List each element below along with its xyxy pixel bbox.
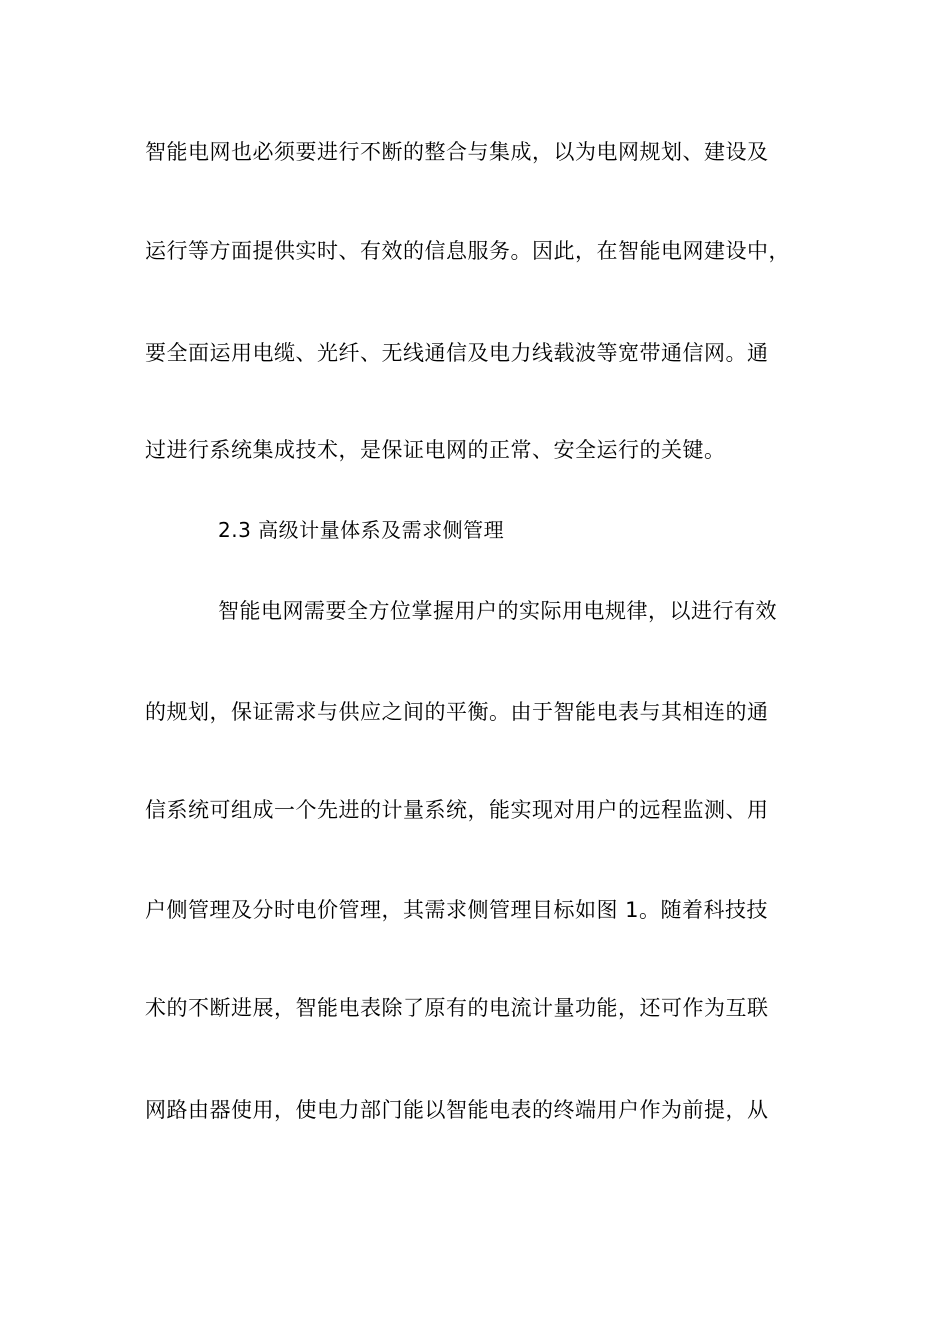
paragraph-line: 信系统可组成一个先进的计量系统，能实现对用户的远程监测、用 xyxy=(145,798,769,822)
paragraph-line: 网路由器使用，使电力部门能以智能电表的终端用户作为前提，从 xyxy=(145,1098,769,1122)
paragraph-line: 术的不断进展，智能电表除了原有的电流计量功能，还可作为互联 xyxy=(145,996,769,1020)
paragraph-line: 智能电网也必须要进行不断的整合与集成，以为电网规划、建设及 xyxy=(145,140,769,164)
paragraph-line: 要全面运用电缆、光纤、无线通信及电力线载波等宽带通信网。通 xyxy=(145,341,769,365)
paragraph-line: 智能电网需要全方位掌握用户的实际用电规律，以进行有效 xyxy=(218,599,777,623)
paragraph-line: 的规划，保证需求与供应之间的平衡。由于智能电表与其相连的通 xyxy=(145,700,769,724)
section-heading: 2.3 高级计量体系及需求侧管理 xyxy=(218,518,505,542)
paragraph-line: 运行等方面提供实时、有效的信息服务。因此，在智能电网建设中， xyxy=(145,239,790,263)
paragraph-line: 户侧管理及分时电价管理，其需求侧管理目标如图 1。随着科技技 xyxy=(145,898,769,922)
paragraph-line: 过进行系统集成技术，是保证电网的正常、安全运行的关键。 xyxy=(145,438,726,462)
